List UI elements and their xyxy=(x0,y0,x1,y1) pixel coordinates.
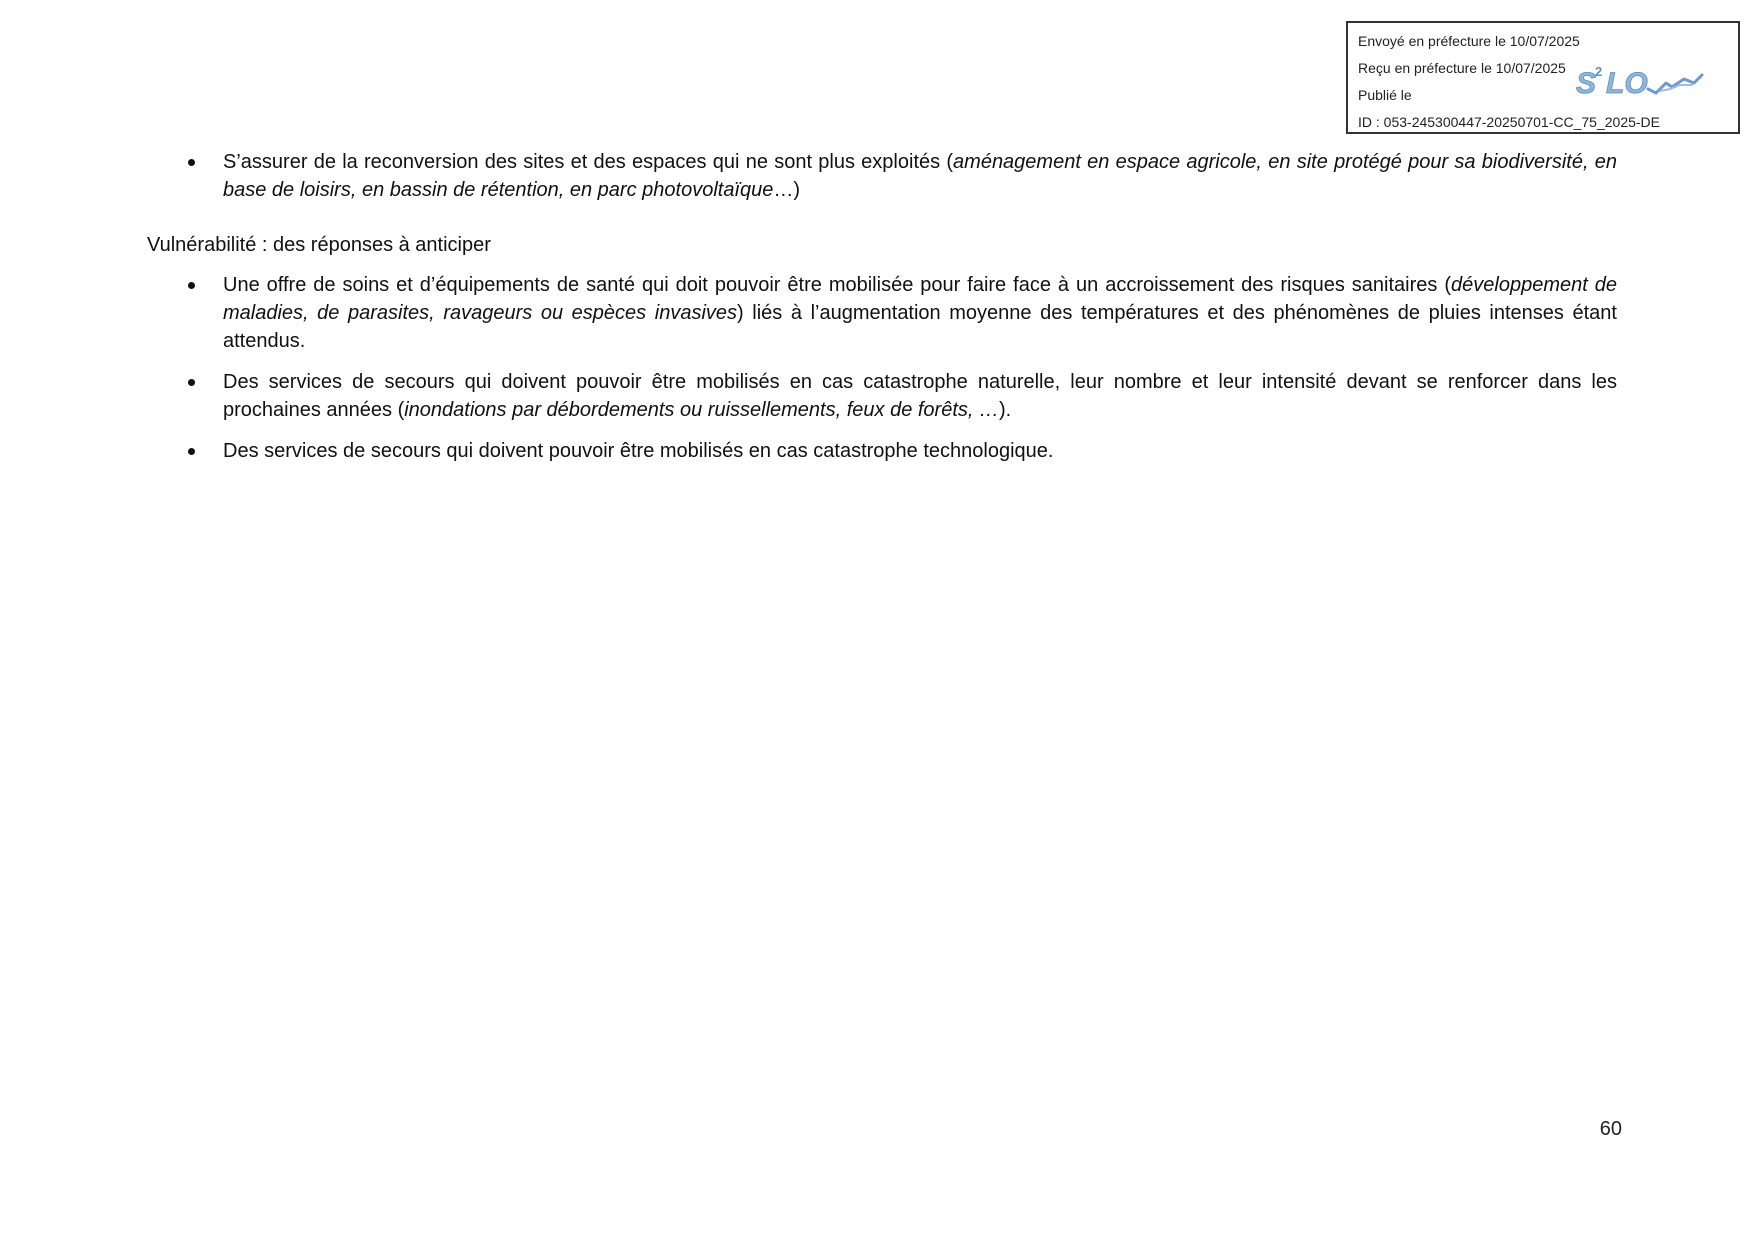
item-text-end: ) liés à l’augmentation moyenne des températures et des phénomènes de pluies intenses étant attendus. xyxy=(223,302,1617,352)
list-item xyxy=(147,368,1617,424)
svg-text:LO: LO xyxy=(1606,67,1648,100)
stamp-id: ID : 053-245300447-20250701-CC_75_2025-DE xyxy=(1358,114,1660,130)
item-text: Des services de secours qui doivent pouvoir être mobilisés en cas catastrophe naturelle, leur nombre et leur intensité devant se renforcer dans les prochaines années ( xyxy=(223,371,1617,421)
document-body xyxy=(147,148,1617,465)
list-item xyxy=(147,271,1617,355)
svg-text:2: 2 xyxy=(1595,64,1603,79)
bullet-icon xyxy=(188,159,195,166)
item-text-end: …) xyxy=(773,179,801,201)
list-item xyxy=(147,437,1617,465)
item-italic-text: développement de maladies, de parasites, ravageurs ou espèces invasives xyxy=(223,274,1617,324)
item-italic-text: inondations par débordements ou ruissellements, feux de forêts, … xyxy=(404,399,1000,421)
page-number: 60 xyxy=(1599,1118,1622,1140)
s2lo-logo-icon xyxy=(1576,63,1706,103)
stamp-received-date: Reçu en préfecture le 10/07/2025 xyxy=(1358,60,1566,76)
prefecture-stamp xyxy=(1346,21,1740,134)
bullet-icon xyxy=(188,379,195,386)
section-heading: Vulnérabilité : des réponses à anticiper xyxy=(147,234,491,256)
list-item xyxy=(147,148,1617,204)
item-text-end: ). xyxy=(999,399,1012,421)
stamp-sent-date: Envoyé en préfecture le 10/07/2025 xyxy=(1358,33,1580,49)
item-text: Une offre de soins et d’équipements de santé qui doit pouvoir être mobilisée pour faire face à un accroissement des risques sanitaires ( xyxy=(223,274,1452,296)
bullet-icon xyxy=(188,448,195,455)
item-text: S’assurer de la reconversion des sites et des espaces qui ne sont plus exploités ( xyxy=(223,151,954,173)
svg-text:S: S xyxy=(1576,67,1597,100)
stamp-published: Publié le xyxy=(1358,87,1412,103)
item-text: Des services de secours qui doivent pouvoir être mobilisés en cas catastrophe technologique. xyxy=(223,440,1054,462)
bullet-icon xyxy=(188,282,195,289)
item-italic-text: aménagement en espace agricole, en site protégé pour sa biodiversité, en base de loisirs, en bassin de rétention, en parc photovoltaïque xyxy=(223,151,1617,201)
